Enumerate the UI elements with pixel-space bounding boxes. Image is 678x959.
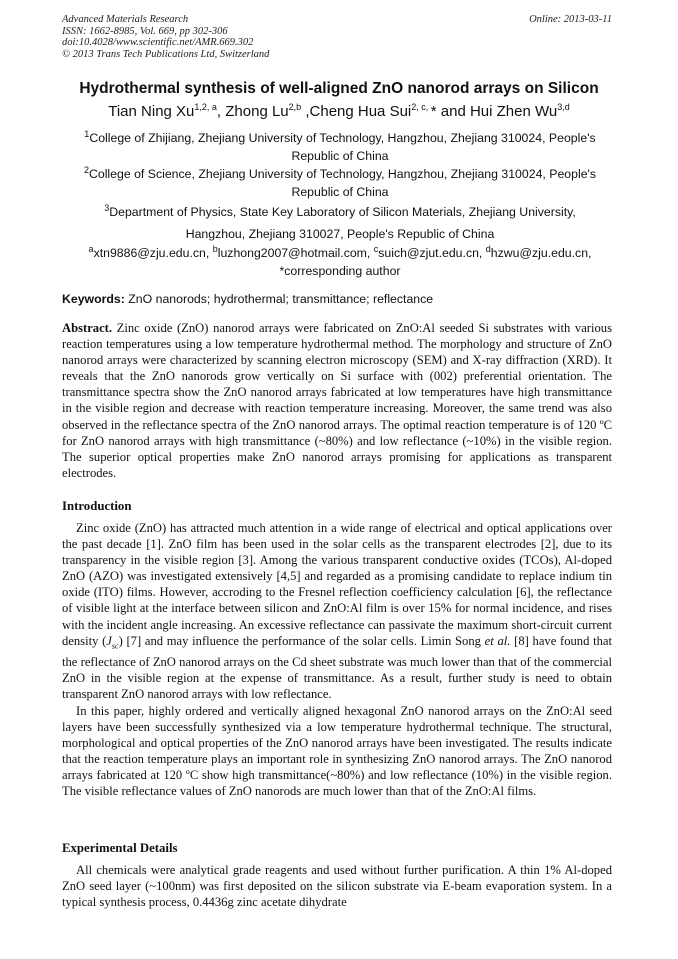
affiliation-1 [70,129,610,165]
doi-line: doi:10.4028/www.scientific.net/AMR.669.302 [62,37,254,48]
et-al: et al. [484,633,511,648]
affiliation-text: Hangzhou, Zhejiang 310027, People's Republic of China [185,227,495,241]
email-sup: b [212,243,218,254]
author-affil-sup: 2,b [288,102,302,112]
experimental-body [62,862,612,910]
affiliation-text: College of Science, Zhejiang University of Technology, Hangzhou, Zhejiang 310024, People's Republic of China [88,167,597,199]
author-separator: , [301,103,310,120]
corresponding-author-note: *corresponding author [279,264,401,278]
journal-name: Advanced Materials Research [62,14,189,25]
author-affil-sup: 2, c, [411,102,431,112]
author-emails [70,244,610,280]
keywords-line [62,292,433,306]
keywords-text: ZnO nanorods; hydrothermal; transmittance; reflectance [124,292,434,306]
copyright-line: © 2013 Trans Tech Publications Ltd, Switzerland [62,48,270,60]
affiliation-sup: 1 [84,128,90,139]
affiliation-sup: 2 [83,164,89,175]
paragraph-text: Zinc oxide (ZnO) has attracted much attention in a wide range of electrical and optical applications over the past decade [1]. ZnO film has been used in the solar cells as the transparent electrodes [2], due to its transparency in the visible region [3]. Among the various transparent conductive oxides (TCOs), Al-doped ZnO (AZO) was investigated extensively [4,5] and regarded as a promising candidate to replace indium tin oxide (ITO) films. However, accroding to the Fresnel reflection coefficiency calculation [6], the reflectance of visible light at the interface between silicon and ZnO:Al film is over 15% for normal incidence, and rises with the incident angle increasing. An excessive reflectance can passivate the maximum short-circuit current density ( [62,521,612,648]
abstract-text: Zinc oxide (ZnO) nanorod arrays were fabricated on ZnO:Al seeded Si substrates with various reaction temperatures using a low temperature hydrothermal method. The morphology and structure of ZnO nanorod arrays were characterized by scanning electron microscopy (SEM) and X-ray diffraction (XRD). It reveals that the ZnO nanorods grow vertically on Si surface with (002) preferential orientation. The transmittance spectra show the ZnO nanorod arrays fabricated at low temperatures have high transmittance in the visible region and decrease with reaction temperature increasing. Moreover, the same trend was also observed in the reflectance spectra of the ZnO nanorod arrays. The optimal reaction temperature is of 120 ºC for ZnO nanorod arrays with high transmittance (~80%) and low reflectance (~10%) in the visible region. The superior optical properties make ZnO nanorod arrays promising for applications as transparent electrodes. [62,321,612,480]
email-sup: c [373,243,379,254]
author-separator: , [216,103,226,120]
author-name: Zhong Lu [225,103,289,120]
paragraph-text: ) [7] and may influence the performance of the solar cells. Limin Song [118,633,485,648]
journal-header [62,14,269,60]
author-name: Hui Zhen Wu [469,103,558,120]
affiliation-sup: 3 [104,202,110,213]
affiliation-text: College of Zhijiang, Zhejiang University of Technology, Hangzhou, Zhejiang 310024, People's Republic of China [89,131,596,163]
email-link[interactable]: hzwu@zju.edu.cn, [490,246,592,260]
issn-line: ISSN: 1662-8985, Vol. 669, pp 302-306 [62,25,228,37]
paragraph-text: [8] have found that the reflectance of ZnO nanorod arrays on the Cd sheet substrate was much lower than that of the commercial ZnO in the visible region at the expense of transmittance. As a result, further study is need to obtain transparent ZnO nanorod arrays with low reflectance. [62,633,612,702]
email-link[interactable]: suich@zjut.edu.cn, [378,246,486,260]
author-name: Cheng Hua Sui [309,103,412,120]
email-sup: a [88,243,94,254]
email-link[interactable]: luzhong2007@hotmail.com, [217,246,374,260]
experimental-heading: Experimental Details [62,841,178,855]
email-sup: d [485,243,491,254]
email-link[interactable]: xtn9886@zju.edu.cn, [93,246,213,260]
abstract [62,320,612,481]
introduction-paragraph [62,520,612,703]
abstract-label: Abstract. [62,321,113,335]
author-list [0,103,678,120]
author-affil-sup: 3,d [557,102,570,112]
introduction-body [62,520,612,799]
experimental-paragraph: All chemicals were analytical grade reagents and used without further purification. A thin 1% Al-doped ZnO seed layer (~100nm) was first deposited on the silicon substrate via E-beam evaporation system. In a typical synthesis process, 0.4436g zinc acetate dihydrate [62,863,612,910]
introduction-heading: Introduction [62,499,132,513]
jsc-subscript: sc [111,641,119,651]
jsc-symbol: J [106,633,112,648]
author-name: Tian Ning Xu [108,103,195,120]
author-separator: * and [430,103,470,120]
paper-title: Hydrothermal synthesis of well-aligned ZnO nanorod arrays on Silicon [79,80,599,97]
online-date: Online: 2013-03-11 [529,14,612,25]
affiliation-2 [70,165,610,201]
author-affil-sup: 1,2, a [194,102,217,112]
affiliation-text: Department of Physics, State Key Laboratory of Silicon Materials, Zhejiang University, [109,205,576,219]
affiliation-3 [70,201,610,245]
introduction-paragraph: In this paper, highly ordered and vertically aligned hexagonal ZnO nanorod arrays on the ZnO:Al seed layers have been successfully synthesized via a low temperature hydrothermal technique. The structural, morphological and optical properties of the ZnO nanorod arrays have been investigated. The results indicate that the reaction temperature plays an important role in synthesizing ZnO nanorod arrays. The ZnO nanorod arrays fabricated at 120 ºC show high transmittance(~80%) and low reflectance (10%) in the visible region. The visible reflectance values of ZnO nanorods are much lower than that of the ZnO:Al films. [62,703,612,799]
keywords-label: Keywords: [62,292,125,306]
